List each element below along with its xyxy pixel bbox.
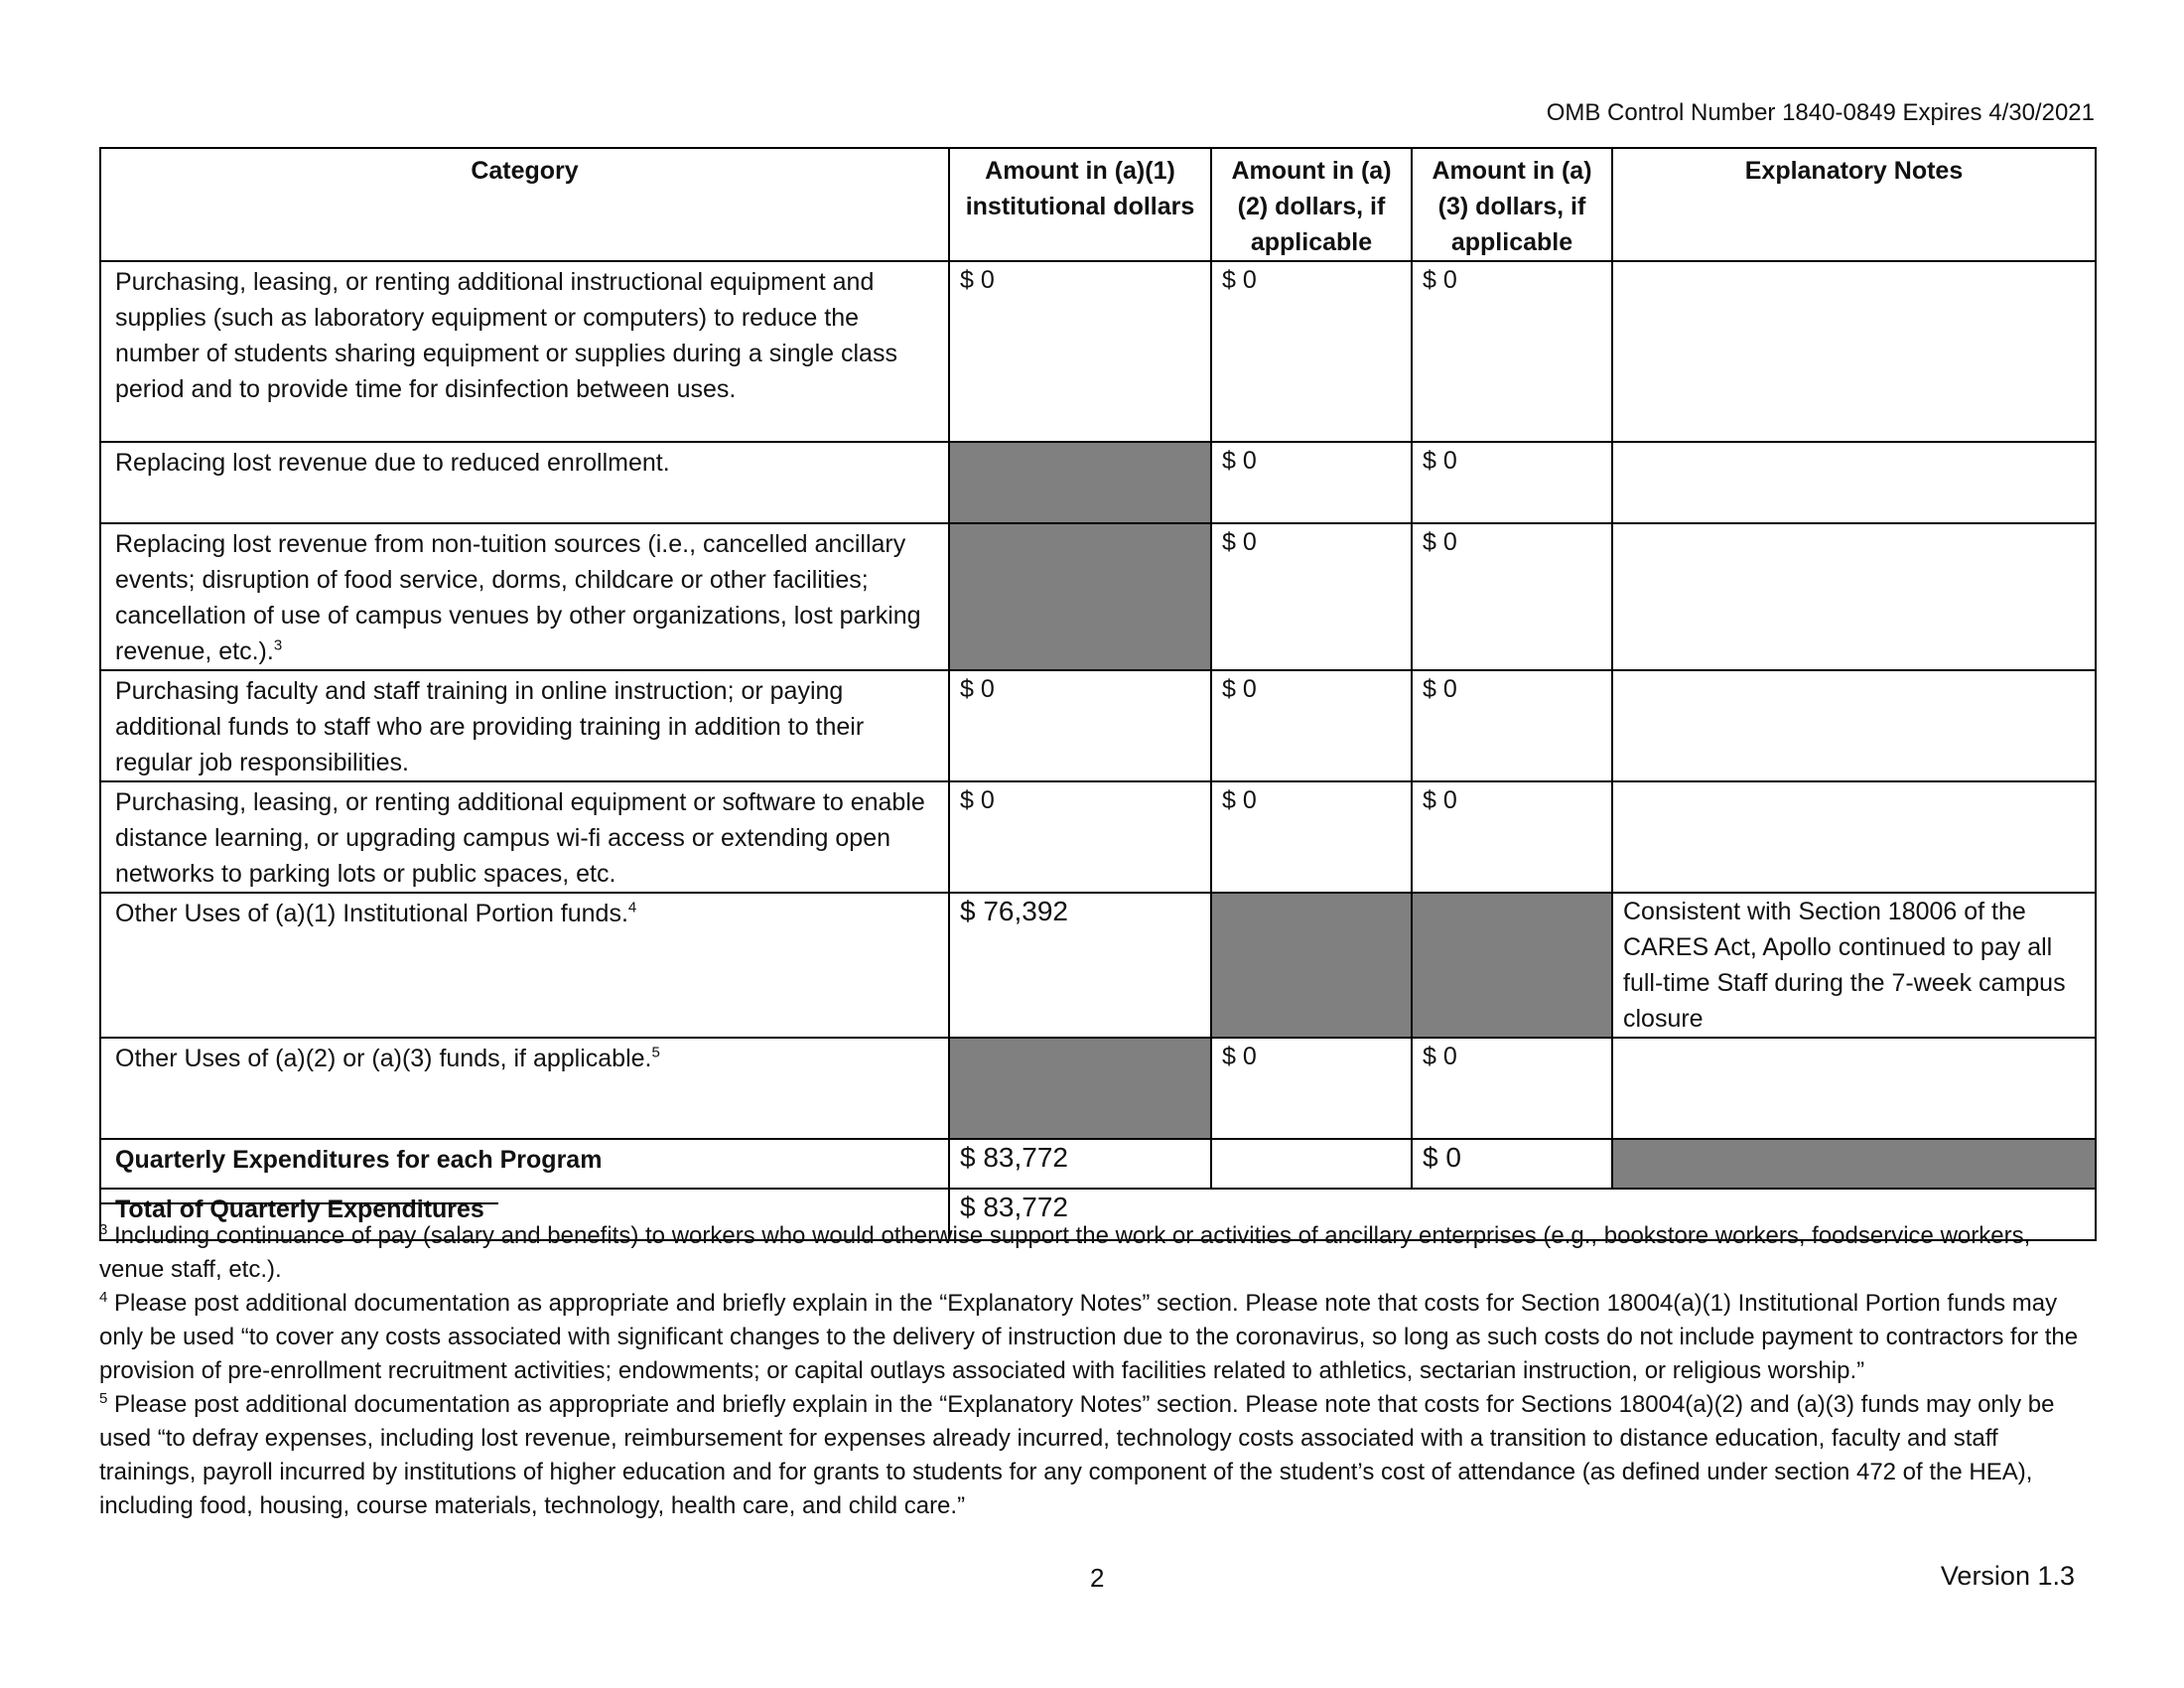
footnote-text: Please post additional documentation as appropriate and briefly explain in the “Explanatory Notes” section. Please note that costs for Sections 18004(a)(2) and (a)(3) funds may only be used “to defray expenses, including lost revenue, reimbursement for expenses already incurred, technology costs associated with a transition to distance education, faculty and staff trainings, payroll incurred by institutions of higher education and for grants to students for any component of the student’s cost of attendance (as defined under section 472 of the HEA), including food, housing, course materials, technology, health care, and child care.” [99, 1391, 2055, 1519]
amount-a2-cell: $ 0 [1211, 523, 1412, 670]
shaded-cell [949, 442, 1211, 523]
amount-a2-cell: $ 0 [1211, 670, 1412, 781]
category-cell [100, 1038, 949, 1139]
notes-cell [1612, 670, 2096, 781]
notes-cell [1612, 1038, 2096, 1139]
category-text: Other Uses of (a)(2) or (a)(3) funds, if applicable. [115, 1045, 652, 1072]
notes-cell [1612, 523, 2096, 670]
amount-a3-cell: $ 0 [1412, 670, 1612, 781]
amount-a2-cell: $ 0 [1211, 261, 1412, 442]
header-category: Category [100, 148, 949, 261]
table-header-row [100, 148, 2096, 261]
quarterly-a2 [1211, 1139, 1412, 1189]
footnote-divider [99, 1202, 498, 1204]
amount-a1-cell: $ 0 [949, 261, 1211, 442]
category-cell: Purchasing faculty and staff training in online instruction; or paying additional funds to staff who are providing training in addition to their regular job responsibilities. [100, 670, 949, 781]
header-explanatory-notes: Explanatory Notes [1612, 148, 2096, 261]
footnote-ref: 4 [627, 899, 637, 916]
amount-a3-cell: $ 0 [1412, 523, 1612, 670]
footnote-ref: 5 [651, 1044, 660, 1061]
shaded-cell [1412, 893, 1612, 1038]
omb-control-number: OMB Control Number 1840-0849 Expires 4/30/2021 [1546, 99, 2095, 126]
shaded-cell [949, 523, 1211, 670]
category-text: Other Uses of (a)(1) Institutional Portion funds. [115, 900, 628, 927]
shaded-cell [1211, 893, 1412, 1038]
amount-a2-cell: $ 0 [1211, 1038, 1412, 1139]
footnote-4 [99, 1287, 2095, 1388]
amount-a3-cell: $ 0 [1412, 261, 1612, 442]
footnote-text: Including continuance of pay (salary and benefits) to workers who would otherwise support the work or activities of ancillary enterprises (e.g., bookstore workers, foodservice workers, venue staff, etc.). [99, 1222, 2031, 1283]
footnote-number: 5 [99, 1390, 108, 1407]
category-text: Replacing lost revenue from non-tuition sources (i.e., cancelled ancillary events; disruption of food service, dorms, childcare or other facilities; cancellation of use of campus venues by other organizations, lost parking revenue, etc.). [115, 530, 921, 665]
quarterly-a3: $ 0 [1412, 1139, 1612, 1189]
footnote-3 [99, 1219, 2095, 1287]
table-row [100, 1038, 2096, 1139]
shaded-cell [1612, 1139, 2096, 1189]
table-row [100, 670, 2096, 781]
table-row [100, 893, 2096, 1038]
header-amount-a3: Amount in (a)(3) dollars, if applicable [1412, 148, 1612, 261]
category-cell [100, 523, 949, 670]
table-row [100, 781, 2096, 893]
category-cell [100, 893, 949, 1038]
total-label: Total of Quarterly Expenditures [100, 1189, 949, 1240]
footnotes [99, 1219, 2095, 1523]
amount-a3-cell: $ 0 [1412, 781, 1612, 893]
footnote-ref: 3 [273, 636, 283, 654]
amount-a1-cell: $ 0 [949, 670, 1211, 781]
amount-a1-cell: $ 76,392 [949, 893, 1211, 1038]
table-row [100, 523, 2096, 670]
notes-cell [1612, 261, 2096, 442]
table-row [100, 261, 2096, 442]
quarterly-label: Quarterly Expenditures for each Program [100, 1139, 949, 1189]
amount-a1-cell: $ 0 [949, 781, 1211, 893]
page-number: 2 [1090, 1563, 1105, 1593]
shaded-cell [949, 1038, 1211, 1139]
footnote-number: 4 [99, 1289, 108, 1306]
amount-a3-cell: $ 0 [1412, 1038, 1612, 1139]
footnote-number: 3 [99, 1221, 108, 1238]
footnote-text: Please post additional documentation as appropriate and briefly explain in the “Explanatory Notes” section. Please note that costs for Section 18004(a)(1) Institutional Portion funds may only be used “to cover any costs associated with significant changes to the delivery of instruction due to the coronavirus, so long as such costs do not include payment to contractors for the provision of pre-enrollment recruitment activities; endowments; or capital outlays associated with facilities related to athletics, sectarian instruction, or religious worship.” [99, 1290, 2079, 1384]
version-label: Version 1.3 [1940, 1561, 2075, 1591]
header-amount-a1: Amount in (a)(1) institutional dollars [949, 148, 1211, 261]
amount-a2-cell: $ 0 [1211, 781, 1412, 893]
notes-cell [1612, 442, 2096, 523]
notes-cell: Consistent with Section 18006 of the CARES Act, Apollo continued to pay all full-time Staff during the 7-week campus closure [1612, 893, 2096, 1038]
amount-a3-cell: $ 0 [1412, 442, 1612, 523]
category-cell: Purchasing, leasing, or renting additional equipment or software to enable distance learning, or upgrading campus wi-fi access or extending open networks to parking lots or public spaces, etc. [100, 781, 949, 893]
header-amount-a2: Amount in (a)(2) dollars, if applicable [1211, 148, 1412, 261]
category-cell: Purchasing, leasing, or renting additional instructional equipment and supplies (such as laboratory equipment or computers) to reduce the number of students sharing equipment or supplies during a single class period and to provide time for disinfection between uses. [100, 261, 949, 442]
category-cell: Replacing lost revenue due to reduced enrollment. [100, 442, 949, 523]
table-row [100, 442, 2096, 523]
expenditure-table [99, 147, 2097, 1241]
total-value: $ 83,772 [949, 1189, 2096, 1240]
footnote-5 [99, 1388, 2095, 1523]
quarterly-a1: $ 83,772 [949, 1139, 1211, 1189]
quarterly-row [100, 1139, 2096, 1189]
amount-a2-cell: $ 0 [1211, 442, 1412, 523]
notes-cell [1612, 781, 2096, 893]
